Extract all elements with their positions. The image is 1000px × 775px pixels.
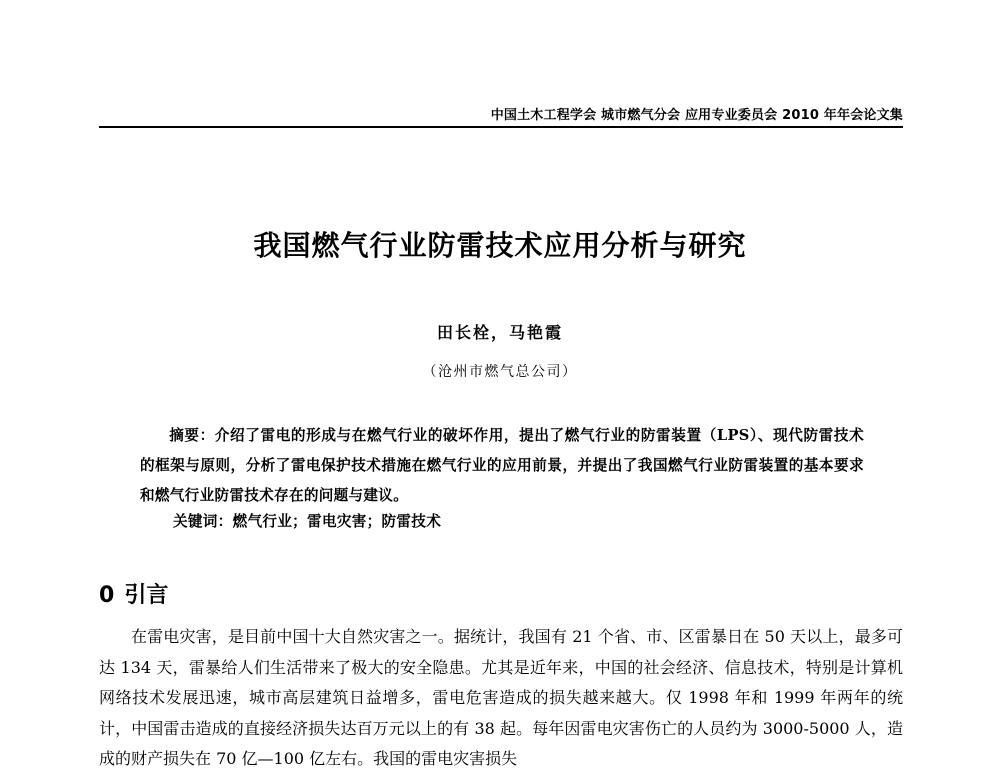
section-title: 引言 (124, 583, 169, 608)
section-heading (99, 578, 168, 609)
running-header: 中国土木工程学会 城市燃气分会 应用专业委员会 2010 年年会论文集 (490, 108, 903, 123)
abstract-text: 介绍了雷电的形成与在燃气行业的破坏作用，提出了燃气行业的防雷装置（LPS）、现代防雷技术的框架与原则，分析了雷电保护技术措施在燃气行业的应用前景，并提出了我国燃气行业防雷装置的基本要求和燃气行业防雷技术存在的问题与建议。 (140, 427, 864, 504)
keywords-text: 燃气行业；雷电灾害；防雷技术 (232, 513, 442, 530)
keywords (173, 510, 873, 531)
paper-title: 我国燃气行业防雷技术应用分析与研究 (253, 229, 747, 262)
authors: 田长栓，马艳霞 (436, 323, 563, 342)
header-rule (99, 126, 903, 128)
abstract (140, 421, 864, 511)
body-paragraph: 在雷电灾害，是目前中国十大自然灾害之一。据统计，我国有 21 个省、市、区雷暴日在 50 天以上，最多可达 134 天，雷暴给人们生活带来了极大的安全隐患。尤其是近年来，中国的社会经济、信息技术，特别是计算机网络技术发展迅速，城市高层建筑日益增多，雷电危害造成的损失越来越大。仅 1998 年和 1999 年两年的统计，中国雷击造成的直接经济损失达百万元以上的有 38 起。每年因雷电灾害伤亡的人员约为 3000-5000 人，造成的财产损失在 70 亿—100 亿左右。我国的雷电灾害损失 (99, 627, 903, 768)
keywords-label: 关键词： (173, 513, 233, 530)
affiliation: （沧州市燃气总公司） (422, 364, 578, 380)
section-number: 0 (99, 583, 115, 608)
abstract-label: 摘要： (169, 427, 215, 444)
